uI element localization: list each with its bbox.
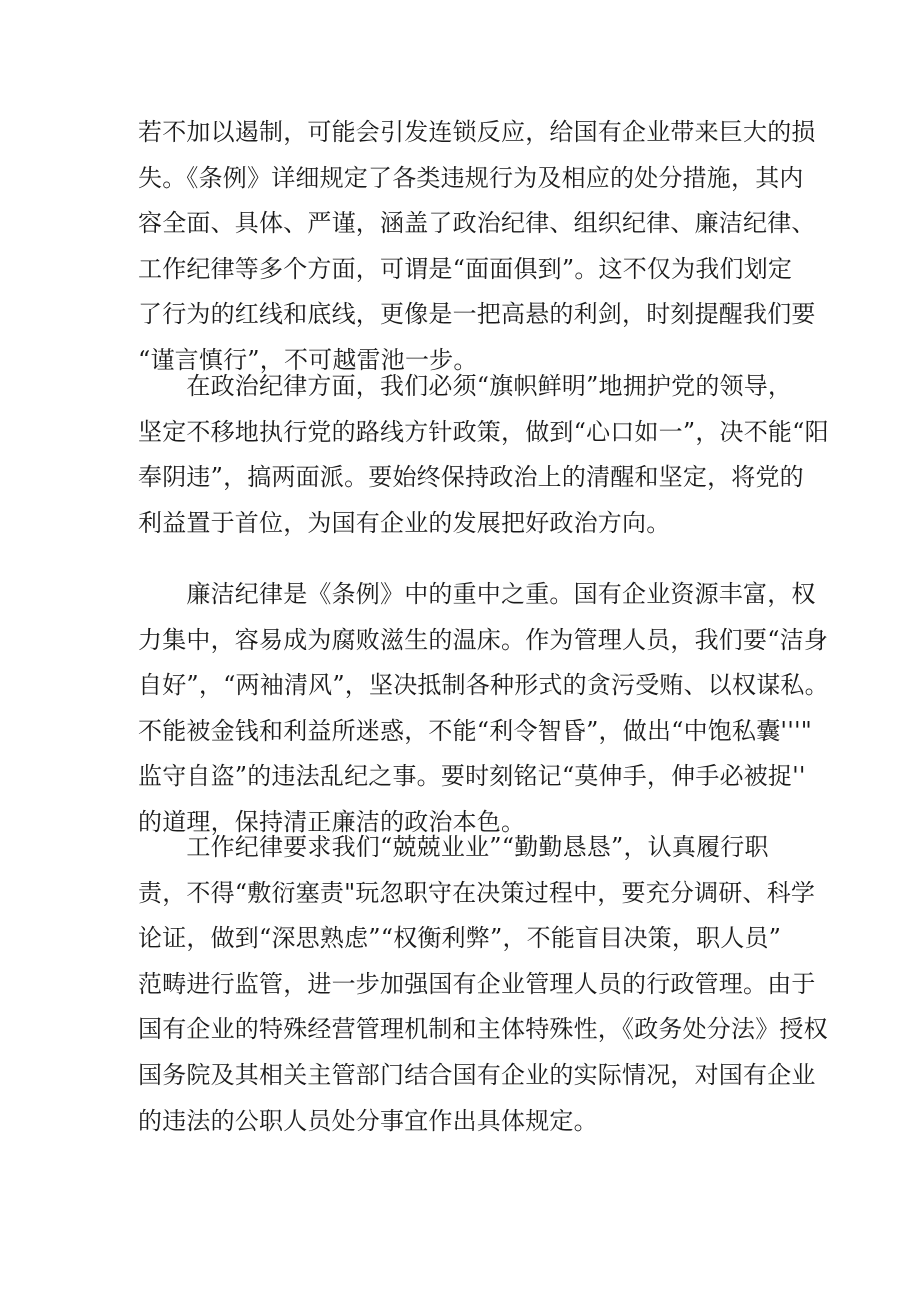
text-line: 工作纪律等多个方面，可谓是“面面俱到”。这不仅为我们划定: [138, 254, 793, 283]
text-line: 容全面、具体、严谨，涵盖了政治纪律、组织纪律、廉洁纪律、: [138, 209, 816, 238]
paragraph-work-discipline: [138, 825, 828, 1144]
paragraph-political-discipline: [138, 364, 829, 546]
paragraph-consequences: [138, 110, 816, 384]
text-line: 的道理，保持清正廉洁的政治本色。: [138, 807, 526, 836]
text-line: 失。《条例》详细规定了各类违规行为及相应的处分措施，其内: [138, 163, 804, 192]
text-line: 论证，做到“深思熟虑”“权衡利弊”，不能盲目决策，职人员”: [138, 924, 782, 953]
text-line: 坚定不移地执行党的路线方针政策，做到“心口如一”，决不能“阳: [138, 417, 829, 446]
text-line: 国有企业的特殊经营管理机制和主体特殊性，《政务处分法》授权: [138, 1015, 828, 1044]
text-line: 若不加以遏制，可能会引发连锁反应，给国有企业带来巨大的损: [138, 118, 816, 146]
text-line: 的违法的公职人员处分事宜作出具体规定。: [138, 1106, 598, 1135]
text-line: 廉洁纪律是《条例》中的重中之重。国有企业资源丰富，权: [138, 580, 816, 608]
text-line: 责，不得“敷衍塞责"玩忽职守在决策过程中，要充分调研、科学: [138, 878, 816, 907]
text-line: 在政治纪律方面，我们必须“旗帜鲜明”地拥护党的领导，: [138, 372, 793, 400]
text-line: “谨言慎行”，不可越雷池一步。: [138, 345, 478, 374]
text-line: 力集中，容易成为腐败滋生的温床。作为管理人员，我们要“洁身: [138, 625, 829, 654]
text-line: 工作纪律要求我们“兢兢业业”“勤勤恳恳”，认真履行职: [138, 833, 769, 861]
text-line: 监守自盗”的违法乱纪之事。要时刻铭记“莫伸手，伸手必被捉'': [138, 762, 806, 791]
text-line: 国务院及其相关主管部门结合国有企业的实际情况，对国有企业: [138, 1060, 816, 1089]
text-line: 了行为的红线和底线，更像是一把高悬的利剑，时刻提醒我们要: [138, 300, 816, 329]
text-line: 范畴进行监管，进一步加强国有企业管理人员的行政管理。由于: [138, 969, 816, 998]
text-line: 不能被金钱和利益所迷惑，不能“利令智昏”，做出“中饱私囊'''": [138, 716, 813, 745]
text-line: 自好”，“两袖清风”，坚决抵制各种形式的贪污受贿、以权谋私。: [138, 671, 829, 700]
text-line: 奉阴违”，搞两面派。要始终保持政治上的清醒和坚定，将党的: [138, 463, 804, 492]
text-line: 利益置于首位，为国有企业的发展把好政治方向。: [138, 508, 671, 537]
paragraph-integrity-discipline: [138, 572, 829, 846]
